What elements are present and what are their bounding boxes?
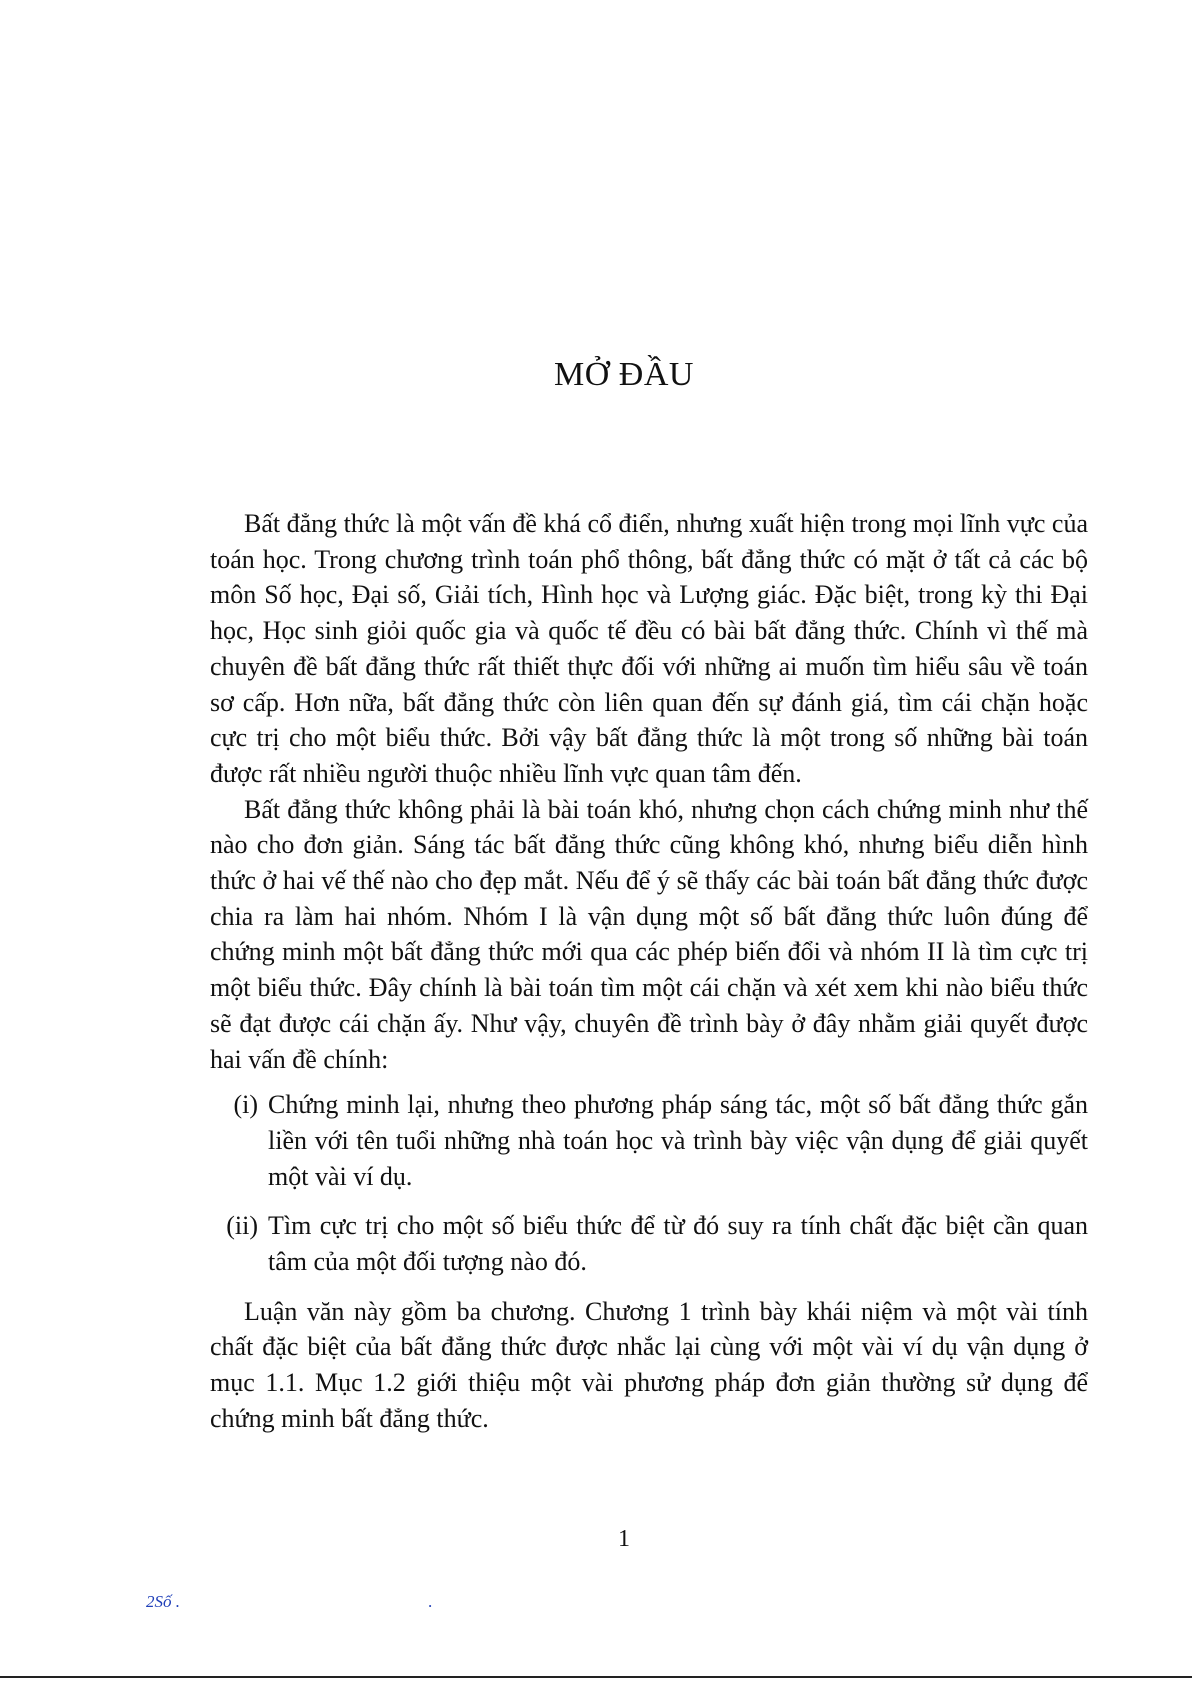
list-marker: (ii)	[226, 1211, 258, 1241]
intro-paragraph-1: Bất đẳng thức là một vấn đề khá cổ điển, nhưng xuất hiện trong mọi lĩnh vực của toán học. Trong chương trình toán phổ thông, bất đẳng thức có mặt ở tất cả các bộ môn Số học, Đại số, Giải tích, Hình học và Lượng giác. Đặc biệt, trong kỳ thi Đại học, Học sinh giỏi quốc gia và quốc tế đều có bài bất đẳng thức. Chính vì thế mà chuyên đề bất đẳng thức rất thiết thực đối với những ai muốn tìm hiểu sâu về toán sơ cấp. Hơn nữa, bất đẳng thức còn liên quan đến sự đánh giá, tìm cái chặn hoặc cực trị cho một biểu thức. Bởi vậy bất đẳng thức là một trong số những bài toán được rất nhiều người thuộc nhiều lĩnh vực quan tâm đến.	[210, 509, 1088, 788]
footer-note: 2Số .	[146, 1592, 180, 1611]
page-number: 1	[618, 1526, 630, 1552]
intro-paragraph-2: Bất đẳng thức không phải là bài toán khó, nhưng chọn cách chứng minh như thế nào cho đơn giản. Sáng tác bất đẳng thức cũng không khó, nhưng biểu diễn hình thức ở hai vế thế nào cho đẹp mắt. Nếu để ý sẽ thấy các bài toán bất đẳng thức được chia ra làm hai nhóm. Nhóm I là vận dụng một số bất đẳng thức luôn đúng để chứng minh một bất đẳng thức mới qua các phép biến đổi và nhóm II là tìm cực trị một biểu thức. Đây chính là bài toán tìm một cái chặn và xét xem khi nào biểu thức sẽ đạt được cái chặn ấy. Như vậy, chuyên đề trình bày ở đây nhằm giải quyết được hai vấn đề chính:	[210, 794, 1088, 1074]
footer-dot: .	[428, 1592, 433, 1611]
page-title: MỞ ĐẦU	[554, 356, 694, 393]
closing-paragraph: Luận văn này gồm ba chương. Chương 1 trình bày khái niệm và một vài tính chất đặc biệt của bất đẳng thức được nhắc lại cùng với một vài ví dụ vận dụng ở mục 1.1. Mục 1.2 giới thiệu một vài phương pháp đơn giản thường sử dụng để chứng minh bất đẳng thức.	[210, 1296, 1088, 1433]
goals-list	[210, 1087, 1088, 1280]
document-body	[210, 506, 1088, 1437]
bottom-divider	[0, 1676, 1192, 1678]
list-item-text: Tìm cực trị cho một số biểu thức để từ đó suy ra tính chất đặc biệt cần quan tâm của một đối tượng nào đó.	[268, 1211, 1088, 1277]
list-marker: (i)	[233, 1090, 258, 1120]
list-item	[210, 1087, 1088, 1194]
list-item-text: Chứng minh lại, nhưng theo phương pháp sáng tác, một số bất đẳng thức gắn liền với tên tuổi những nhà toán học và trình bày việc vận dụng để giải quyết một vài ví dụ.	[268, 1090, 1088, 1191]
list-item	[210, 1208, 1088, 1279]
